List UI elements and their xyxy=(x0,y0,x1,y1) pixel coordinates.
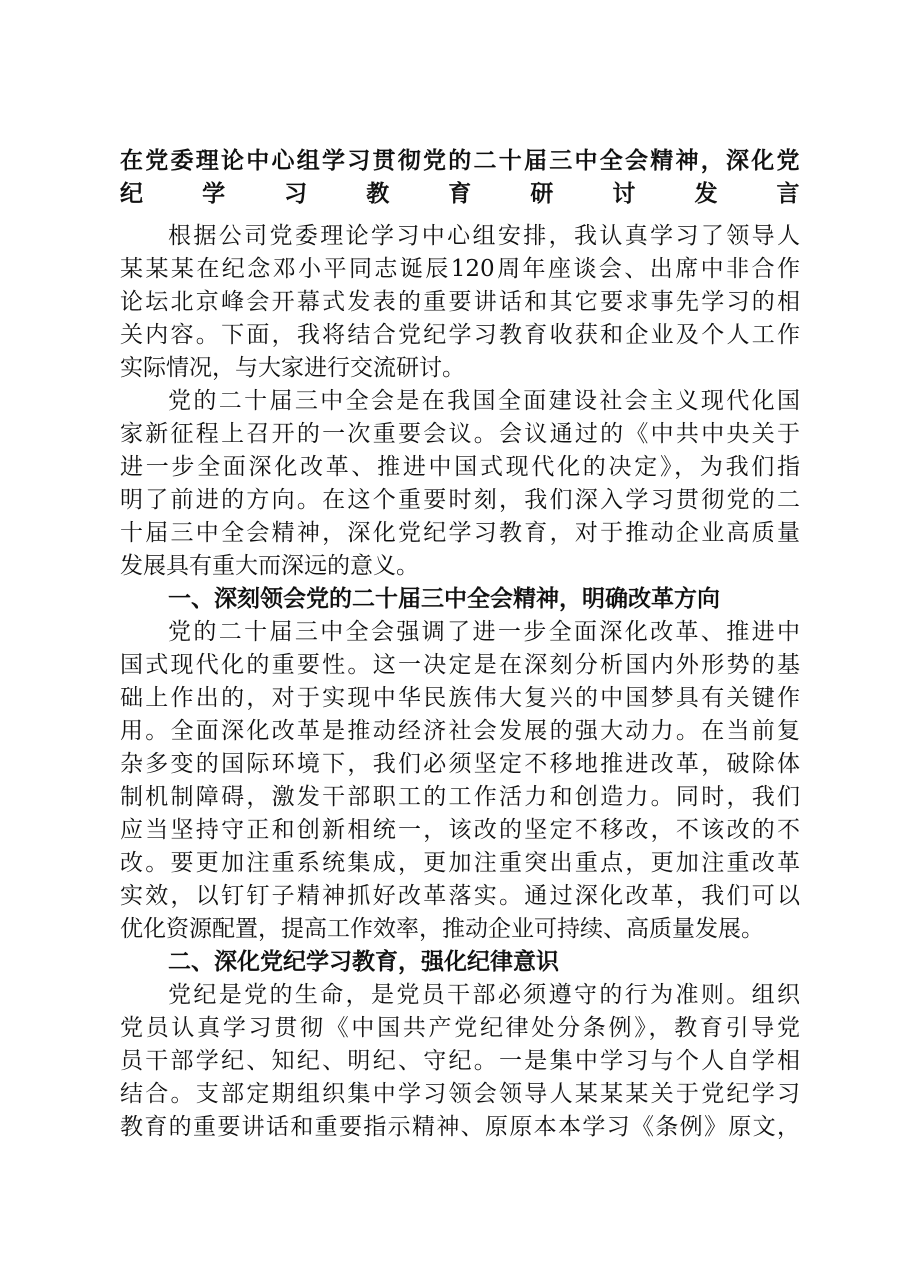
paragraph-line: 员干部学纪、知纪、明纪、守纪。一是集中学习与个人自学相 xyxy=(120,1048,800,1074)
paragraph-line: 党纪是党的生命，是党员干部必须遵守的行为准则。组织 xyxy=(168,982,800,1008)
paragraph-line: 实际情况，与大家进行交流研讨。 xyxy=(120,355,465,381)
paragraph-line: 杂多变的国际环境下，我们必须坚定不移地推进改革，破除体 xyxy=(120,751,800,777)
section-heading: 一、深刻领会党的二十届三中全会精神，明确改革方向 xyxy=(168,586,720,612)
paragraph-line: 进一步全面深化改革、推进中国式现代化的决定》，为我们指 xyxy=(120,454,800,480)
section-heading: 二、深化党纪学习教育，强化纪律意识 xyxy=(168,949,559,975)
paragraph-line: 某某某在纪念邓小平同志诞辰120周年座谈会、出席中非合作 xyxy=(120,256,800,282)
paragraph-line: 制机制障碍，激发干部职工的工作活力和创造力。同时，我们 xyxy=(120,784,800,810)
paragraph-line: 用。全面深化改革是推动经济社会发展的强大动力。在当前复 xyxy=(120,718,800,744)
paragraph-line: 党的二十届三中全会是在我国全面建设社会主义现代化国 xyxy=(168,388,800,414)
paragraph-line: 优化资源配置，提高工作效率，推动企业可持续、高质量发展。 xyxy=(120,916,764,942)
paragraph-line: 发展具有重大而深远的意义。 xyxy=(120,553,419,579)
paragraph-line: 教育的重要讲话和重要指示精神、原原本本学习《条例》原文， xyxy=(120,1114,800,1140)
paragraph-line: 结合。支部定期组织集中学习领会领导人某某某关于党纪学习 xyxy=(120,1081,800,1107)
paragraph-line: 家新征程上召开的一次重要会议。会议通过的《中共中央关于 xyxy=(120,421,800,447)
paragraph-line: 改。要更加注重系统集成，更加注重突出重点，更加注重改革 xyxy=(120,850,800,876)
paragraph-line: 础上作出的，对于实现中华民族伟大复兴的中国梦具有关键作 xyxy=(120,685,800,711)
paragraph-line: 关内容。下面，我将结合党纪学习教育收获和企业及个人工作 xyxy=(120,322,800,348)
paragraph-line: 党的二十届三中全会强调了进一步全面深化改革、推进中 xyxy=(168,619,800,645)
paragraph-line: 国式现代化的重要性。这一决定是在深刻分析国内外形势的基 xyxy=(120,652,800,678)
paragraph-line: 实效，以钉钉子精神抓好改革落实。通过深化改革，我们可以 xyxy=(120,883,800,909)
paragraph-line: 论坛北京峰会开幕式发表的重要讲话和其它要求事先学习的相 xyxy=(120,289,800,315)
document-body xyxy=(120,220,800,1144)
title-line: 在党委理论中心组学习贯彻党的二十届三中全会精神，深化党 xyxy=(120,148,800,174)
document-title xyxy=(120,145,800,211)
paragraph-line: 十届三中全会精神，深化党纪学习教育，对于推动企业高质量 xyxy=(120,520,800,546)
paragraph-line: 党员认真学习贯彻《中国共产党纪律处分条例》，教育引导党 xyxy=(120,1015,800,1041)
title-line: 纪学习教育研讨发言 xyxy=(120,181,800,207)
paragraph-line: 根据公司党委理论学习中心组安排，我认真学习了领导人 xyxy=(168,223,800,249)
paragraph-line: 应当坚持守正和创新相统一，该改的坚定不移改，不该改的不 xyxy=(120,817,800,843)
paragraph-line: 明了前进的方向。在这个重要时刻，我们深入学习贯彻党的二 xyxy=(120,487,800,513)
